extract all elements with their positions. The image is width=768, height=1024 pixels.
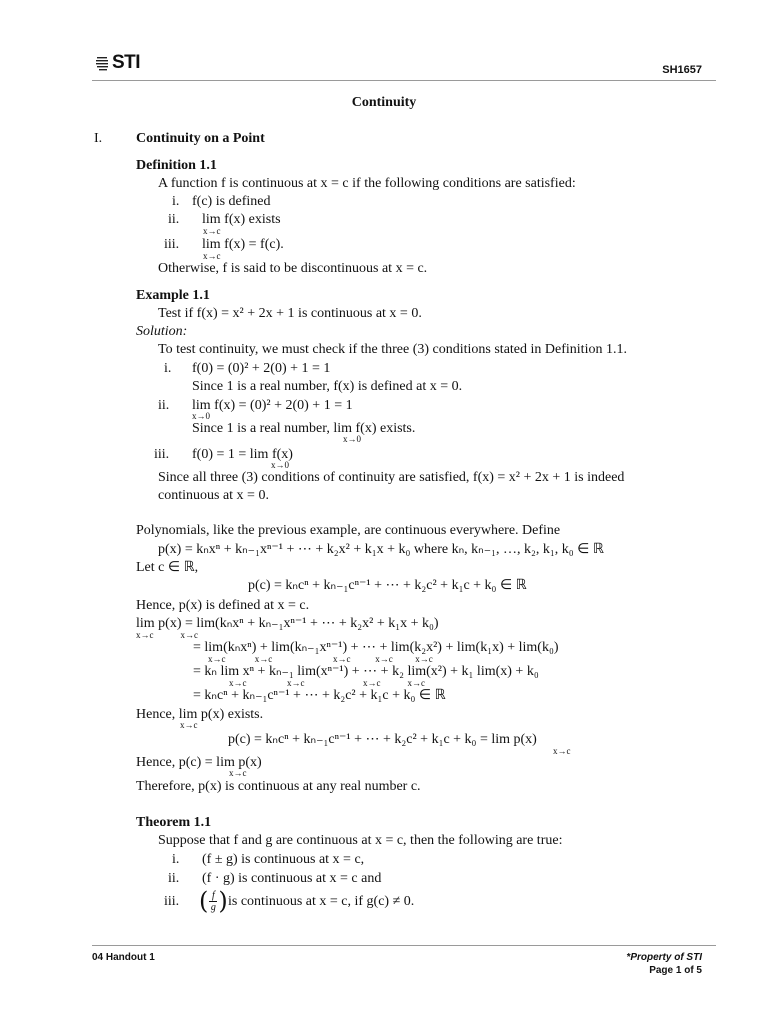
limit-subscripts: x→c x→c x→c x→c x→c: [208, 654, 433, 664]
limit-subscript: x→c: [203, 251, 221, 261]
poly-therefore: Therefore, p(x) is continuous at any real number c.: [136, 779, 421, 794]
solution-intro: To test continuity, we must check if the three (3) conditions stated in Definition 1.1.: [158, 342, 627, 357]
poly-hence-defined: Hence, p(x) is defined at x = c.: [136, 598, 310, 613]
header-rule: [92, 80, 716, 81]
section-numeral: I.: [94, 131, 103, 146]
step-equation: f(0) = (0)² + 2(0) + 1 = 1: [192, 361, 331, 376]
def-item-text: lim f(x) = f(c).: [202, 237, 284, 252]
example-label: Example 1.1: [136, 288, 210, 303]
poly-hence-equal: Hence, p(c) = lim p(x): [136, 755, 262, 770]
example-conclusion: Since all three (3) conditions of continuity are satisfied, f(x) = x² + 2x + 1 is indeed: [158, 470, 625, 485]
def-item-text: f(c) is defined: [192, 194, 271, 209]
poly-intro: Polynomials, like the previous example, are continuous everywhere. Define: [136, 523, 561, 538]
step-num: iii.: [154, 447, 170, 462]
limit-subscript: x→c: [203, 226, 221, 236]
footer-handout: 04 Handout 1: [92, 952, 155, 963]
logo-text: STI: [112, 52, 141, 73]
theorem-intro: Suppose that f and g are continuous at x = c, then the following are true:: [158, 833, 563, 848]
limit-subscript: x→0: [192, 411, 210, 421]
section-heading: Continuity on a Point: [136, 131, 265, 146]
poly-definition: p(x) = kₙxⁿ + kₙ₋₁xⁿ⁻¹ + ⋯ + k₂x² + k₁x + k₀ where kₙ, kₙ₋₁, …, k₂, k₁, k₀ ∈ ℝ: [158, 542, 604, 557]
theorem-item-text: (f · g) is continuous at x = c and: [202, 871, 382, 886]
theorem-item-num: ii.: [168, 871, 180, 886]
paren-open: (: [199, 887, 209, 915]
poly-let: Let c ∈ ℝ,: [136, 560, 199, 575]
step-equation: lim f(x) = (0)² + 2(0) + 1 = 1: [192, 398, 353, 413]
def-item-num: i.: [172, 194, 180, 209]
theorem-item-text: (f ± g) is continuous at x = c,: [202, 852, 365, 867]
example-prompt: Test if f(x) = x² + 2x + 1 is continuous at x = 0.: [158, 306, 422, 321]
definition-label: Definition 1.1: [136, 158, 217, 173]
step-note: Since 1 is a real number, lim f(x) exists.: [192, 421, 416, 436]
theorem-item-num: i.: [172, 852, 180, 867]
limit-derivation-line: lim p(x) = lim(kₙxⁿ + kₙ₋₁xⁿ⁻¹ + ⋯ + k₂x² + k₁x + k₀): [136, 616, 439, 631]
footer-property: *Property of STI: [626, 952, 702, 963]
step-note: Since 1 is a real number, f(x) is defined at x = 0.: [192, 379, 463, 394]
def-item-num: ii.: [168, 212, 180, 227]
doc-code: SH1657: [662, 64, 702, 76]
limit-subscript: x→c: [229, 768, 247, 778]
solution-label: Solution:: [136, 324, 188, 339]
def-item-text: lim f(x) exists: [202, 212, 281, 227]
sti-logo-icon: [96, 54, 112, 72]
example-conclusion-cont: continuous at x = 0.: [158, 488, 269, 503]
poly-pc: p(c) = kₙcⁿ + kₙ₋₁cⁿ⁻¹ + ⋯ + k₂c² + k₁c + k₀ ∈ ℝ: [248, 578, 527, 593]
def-item-num: iii.: [164, 237, 180, 252]
step-equation: f(0) = 1 = lim f(x): [192, 447, 293, 462]
fraction: [208, 890, 218, 913]
limit-subscript: x→c: [180, 720, 198, 730]
footer-page-number: Page 1 of 5: [649, 965, 702, 976]
limit-subscript: x→0: [271, 460, 289, 470]
fraction-expression: [199, 883, 228, 919]
poly-pc-equals-limit: p(c) = kₙcⁿ + kₙ₋₁cⁿ⁻¹ + ⋯ + k₂c² + k₁c + k₀ = lim p(x): [228, 732, 537, 747]
poly-hence-exists: Hence, lim p(x) exists.: [136, 707, 264, 722]
limit-subscripts: x→c x→c: [136, 630, 198, 640]
page-title: Continuity: [351, 95, 417, 110]
limit-subscript: x→0: [343, 434, 361, 444]
limit-derivation-line: = kₙcⁿ + kₙ₋₁cⁿ⁻¹ + ⋯ + k₂c² + k₁c + k₀ ∈ ℝ: [193, 688, 446, 703]
theorem-item-text: is continuous at x = c, if g(c) ≠ 0.: [228, 894, 415, 909]
limit-derivation-line: = kₙ lim xⁿ + kₙ₋₁ lim(xⁿ⁻¹) + ⋯ + k₂ lim(x²) + k₁ lim(x) + k₀: [193, 664, 539, 679]
step-num: i.: [164, 361, 172, 376]
paren-close: ): [218, 887, 228, 915]
definition-otherwise: Otherwise, f is said to be discontinuous at x = c.: [158, 261, 428, 276]
fraction-numerator: f: [211, 889, 215, 901]
limit-subscripts: x→c x→c x→c x→c: [229, 678, 425, 688]
fraction-denominator: g: [210, 901, 216, 913]
definition-intro: A function f is continuous at x = c if the following conditions are satisfied:: [158, 176, 576, 191]
sti-logo: [96, 52, 140, 74]
limit-subscript: x→c: [553, 746, 571, 756]
step-num: ii.: [158, 398, 170, 413]
theorem-item-num: iii.: [164, 894, 180, 909]
theorem-label: Theorem 1.1: [136, 815, 212, 830]
footer-rule: [92, 945, 716, 946]
limit-derivation-line: = lim(kₙxⁿ) + lim(kₙ₋₁xⁿ⁻¹) + ⋯ + lim(k₂x²) + lim(k₁x) + lim(k₀): [193, 640, 559, 655]
